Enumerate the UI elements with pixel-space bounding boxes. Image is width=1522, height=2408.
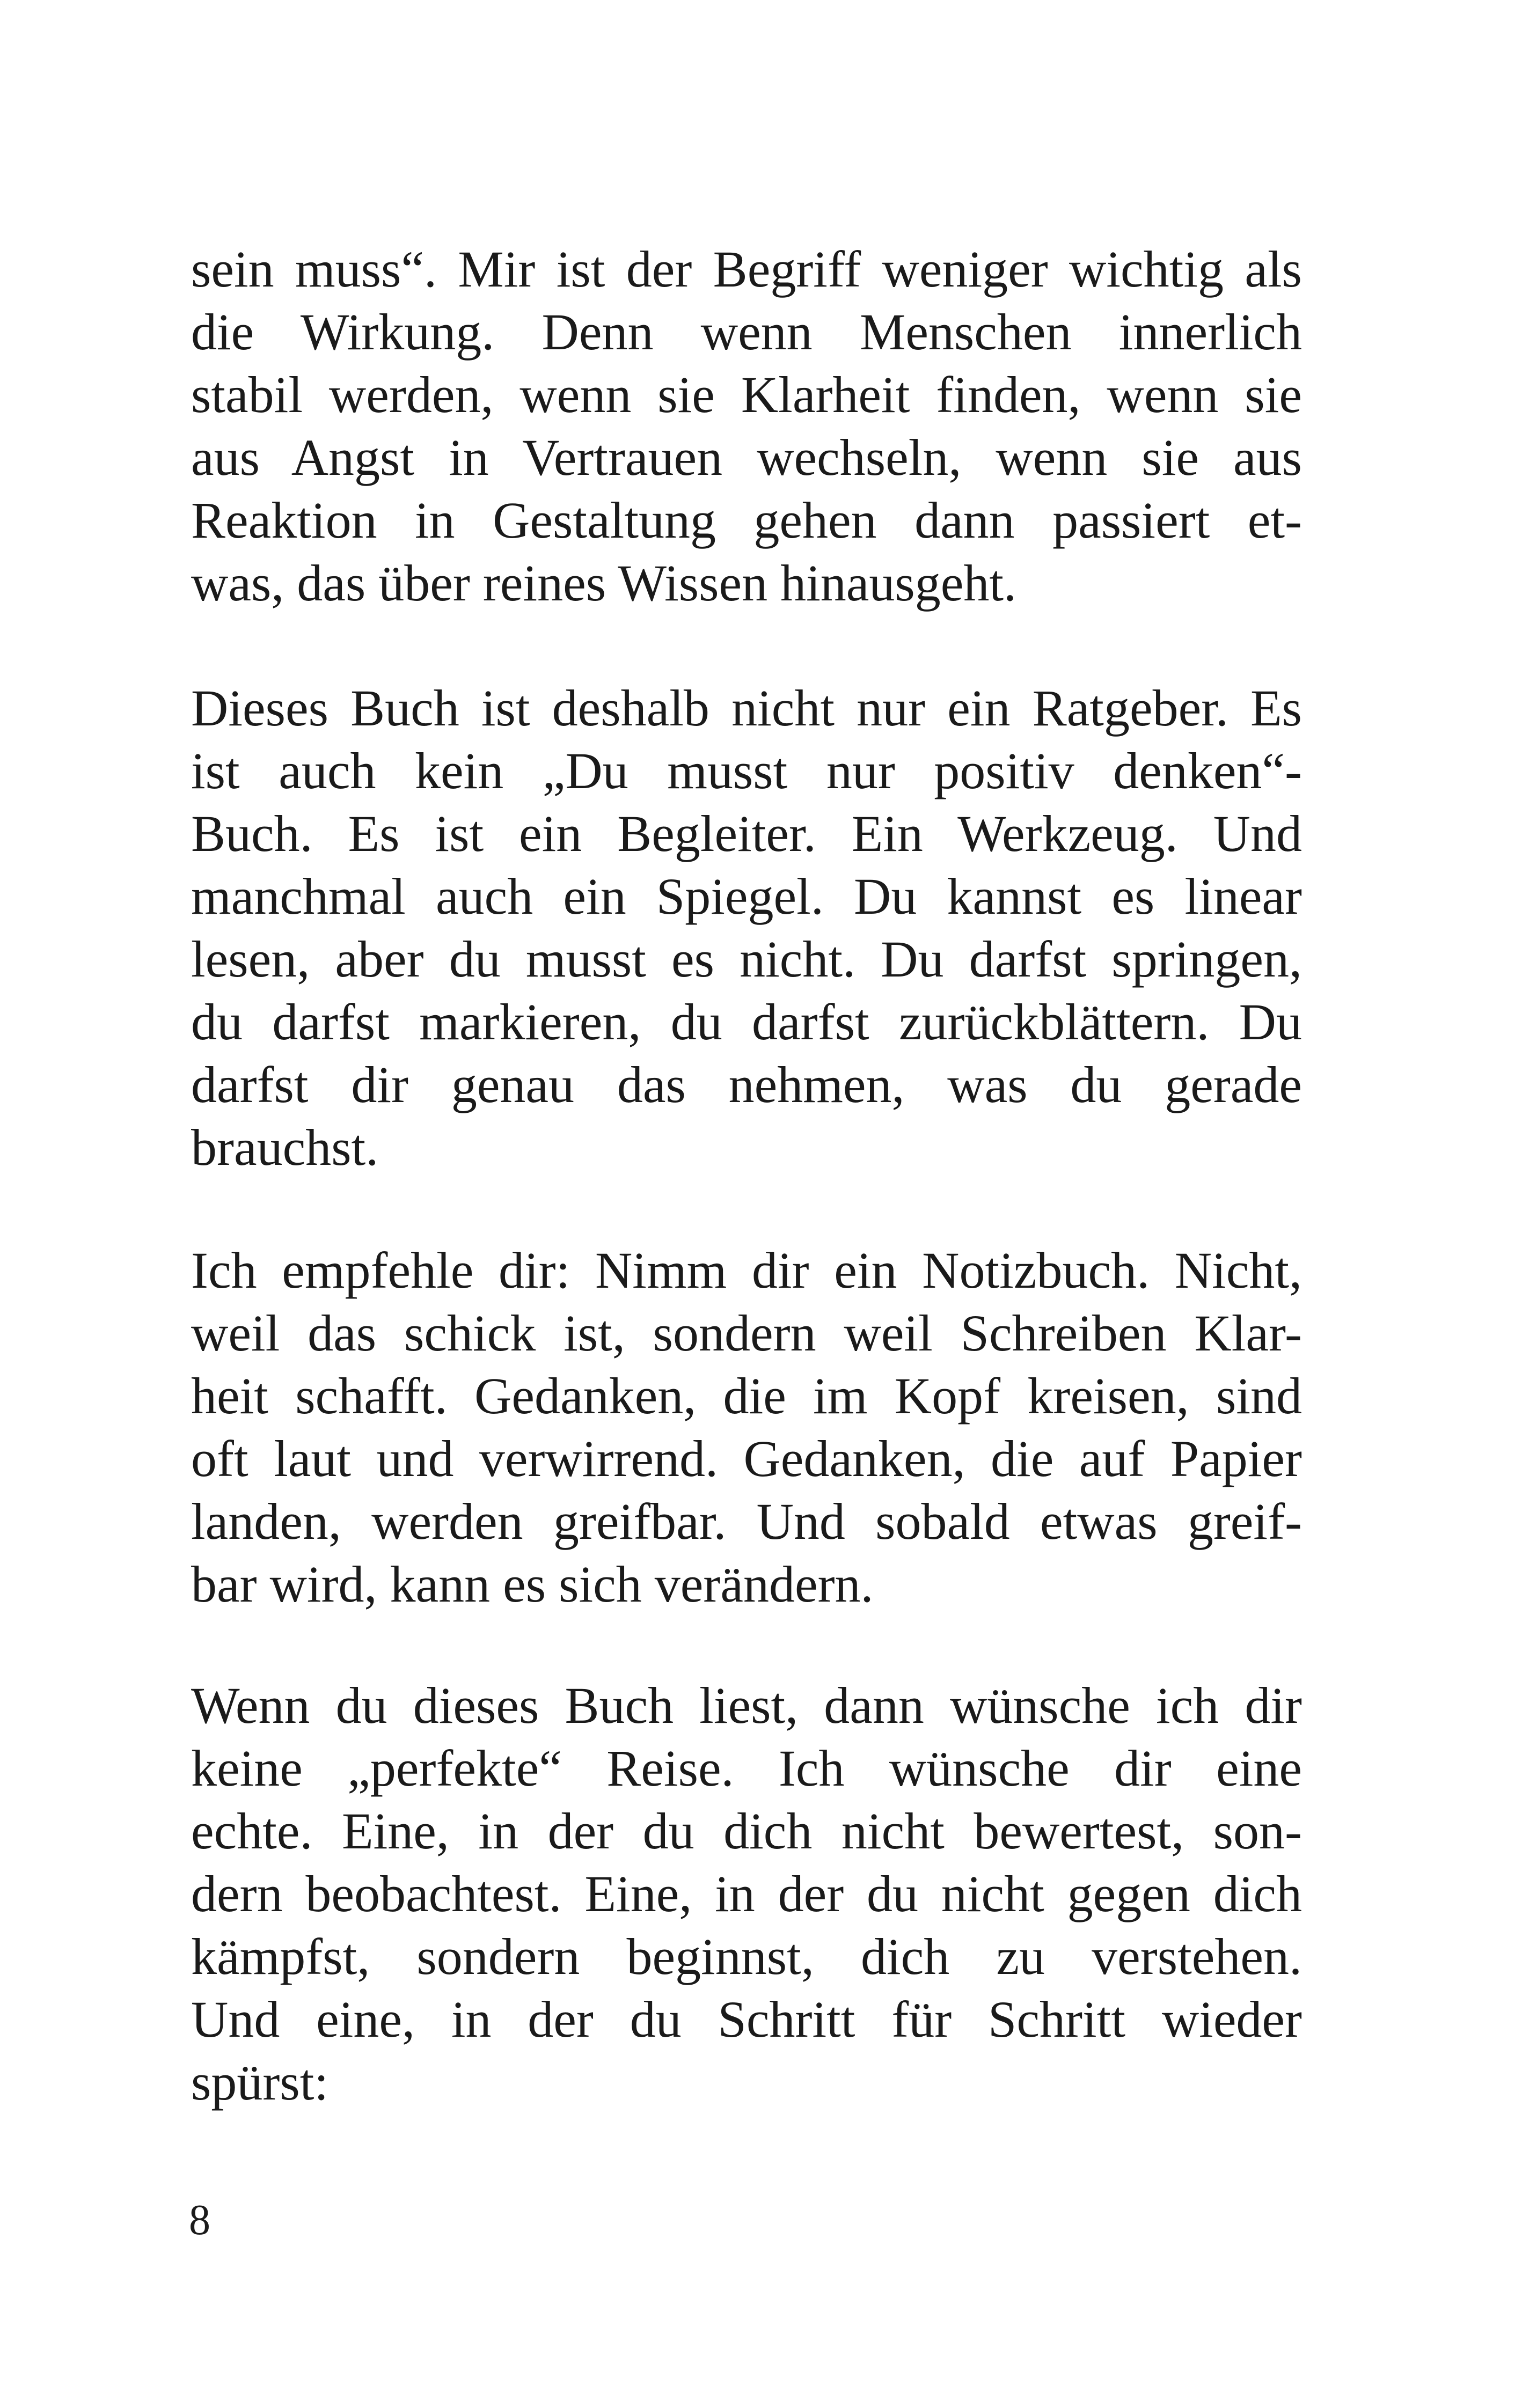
text-line: du darfst markieren, du darfst zurückblättern. Du bbox=[191, 993, 1302, 1051]
text-line: dern beobachtest. Eine, in der du nicht gegen dich bbox=[191, 1865, 1302, 1922]
text-line: Ich empfehle dir: Nimm dir ein Notizbuch. Nicht, bbox=[191, 1242, 1302, 1299]
text-line: echte. Eine, in der du dich nicht bewertest, son- bbox=[191, 1802, 1302, 1860]
text-line: was, das über reines Wissen hinausgeht. bbox=[191, 554, 1017, 612]
text-line: ist auch kein „Du musst nur positiv denken“- bbox=[191, 742, 1302, 799]
text-line: Und eine, in der du Schritt für Schritt wieder bbox=[191, 1991, 1302, 2048]
text-line: spürst: bbox=[191, 2053, 329, 2111]
text-line: lesen, aber du musst es nicht. Du darfst springen, bbox=[191, 930, 1302, 988]
text-line: keine „perfekte“ Reise. Ich wünsche dir eine bbox=[191, 1739, 1302, 1797]
text-line: Buch. Es ist ein Begleiter. Ein Werkzeug. Und bbox=[191, 805, 1302, 862]
text-line: Wenn du dieses Buch liest, dann wünsche ich dir bbox=[191, 1677, 1302, 1734]
paragraph bbox=[191, 1674, 1302, 2113]
text-line: weil das schick ist, sondern weil Schreiben Klar- bbox=[191, 1304, 1302, 1362]
text-line: sein muss“. Mir ist der Begriff weniger wichtig als bbox=[191, 240, 1302, 298]
text-line: heit schafft. Gedanken, die im Kopf kreisen, sind bbox=[191, 1367, 1302, 1425]
page-number: 8 bbox=[189, 2197, 210, 2244]
paragraph bbox=[191, 238, 1302, 614]
text-line: die Wirkung. Denn wenn Menschen innerlich bbox=[191, 303, 1302, 361]
text-line: oft laut und verwirrend. Gedanken, die auf Papier bbox=[191, 1430, 1302, 1487]
text-line: landen, werden greifbar. Und sobald etwas greif- bbox=[191, 1493, 1302, 1550]
text-line: Dieses Buch ist deshalb nicht nur ein Ratgeber. Es bbox=[191, 679, 1302, 737]
text-line: bar wird, kann es sich verändern. bbox=[191, 1555, 874, 1613]
paragraph bbox=[191, 1239, 1302, 1616]
text-line: brauchst. bbox=[191, 1119, 379, 1176]
text-line: aus Angst in Vertrauen wechseln, wenn sie aus bbox=[191, 429, 1302, 486]
paragraph bbox=[191, 677, 1302, 1179]
text-line: darfst dir genau das nehmen, was du gerade bbox=[191, 1056, 1302, 1113]
text-line: manchmal auch ein Spiegel. Du kannst es linear bbox=[191, 868, 1302, 925]
text-line: Reaktion in Gestaltung gehen dann passiert et- bbox=[191, 491, 1302, 549]
text-line: stabil werden, wenn sie Klarheit finden, wenn sie bbox=[191, 366, 1302, 423]
text-line: kämpfst, sondern beginnst, dich zu verstehen. bbox=[191, 1928, 1302, 1985]
